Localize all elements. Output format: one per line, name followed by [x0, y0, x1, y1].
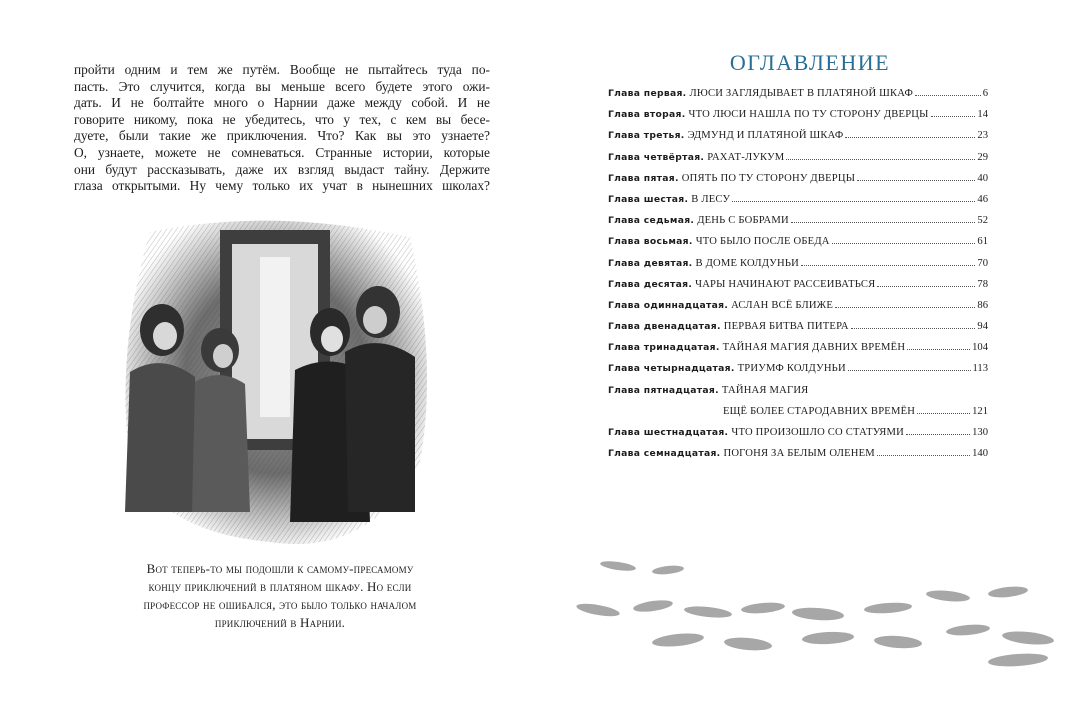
toc-chapter-title: АСЛАН ВСЁ БЛИЖЕ — [731, 299, 834, 311]
body-line: О, узнаете, можете не сомневаться. Странные истории, которые — [74, 144, 490, 160]
toc-row — [608, 258, 988, 279]
toc-leader-dots — [732, 201, 975, 202]
toc-chapter-title: ДЕНЬ С БОБРАМИ — [697, 215, 789, 227]
body-line: пройти одним и тем же путём. Вообще не пытайтесь туда по- — [74, 62, 490, 77]
toc-page-number: 113 — [972, 363, 988, 375]
toc-row — [608, 152, 988, 173]
toc-page-number: 104 — [972, 342, 988, 354]
toc-chapter-title: ЧАРЫ НАЧИНАЮТ РАССЕИВАТЬСЯ — [695, 278, 876, 290]
toc-chapter-label: Глава семнадцатая. — [608, 448, 721, 460]
toc-row — [608, 130, 988, 151]
toc-row — [608, 236, 988, 257]
toc-page-number: 6 — [982, 88, 988, 99]
toc-chapter-label: Глава пятнадцатая. — [608, 384, 719, 396]
toc-row — [608, 363, 988, 384]
body-line: дать. И не болтайте много о Нарнии даже между собой. И не — [74, 95, 490, 111]
toc-chapter-title: ОПЯТЬ ПО ТУ СТОРОНУ ДВЕРЦЫ — [681, 172, 856, 184]
toc-page-number: 140 — [972, 448, 988, 460]
toc-chapter-label: Глава вторая. — [608, 109, 686, 121]
illustration-caption — [90, 560, 470, 632]
toc-leader-dots — [848, 370, 971, 371]
toc-chapter-label: Глава четырнадцатая. — [608, 363, 735, 375]
body-line: говорите никому, пока не убедитесь, что у тех, с кем вы бесе- — [74, 111, 490, 127]
toc-chapter-label: Глава восьмая. — [608, 236, 693, 248]
toc-page-number: 94 — [977, 321, 988, 333]
toc-chapter-title: ПЕРВАЯ БИТВА ПИТЕРА — [723, 321, 849, 333]
toc-row — [608, 427, 988, 448]
toc-row — [608, 109, 988, 130]
toc-leader-dots — [845, 137, 975, 138]
toc-page-number: 14 — [977, 109, 988, 121]
toc-row — [608, 194, 988, 215]
toc-chapter-label: Глава пятая. — [608, 172, 679, 184]
toc-row — [608, 173, 988, 194]
toc-leader-dots — [915, 95, 981, 96]
toc-page-number: 40 — [977, 172, 988, 184]
toc-chapter-title: ЧТО ЛЮСИ НАШЛА ПО ТУ СТОРОНУ ДВЕРЦЫ — [688, 109, 929, 121]
toc-page-number: 46 — [977, 193, 988, 205]
toc-chapter-title: В ЛЕСУ — [691, 193, 731, 205]
toc-chapter-label: Глава первая. — [608, 88, 687, 99]
toc-leader-dots — [931, 116, 976, 117]
toc-leader-dots — [857, 180, 975, 181]
toc-leader-dots — [835, 307, 975, 308]
toc-page-number: 52 — [977, 215, 988, 227]
toc-page-number: 121 — [972, 405, 988, 417]
toc-row — [608, 342, 988, 363]
toc-chapter-title: ТАЙНАЯ МАГИЯ — [721, 384, 809, 396]
toc-chapter-label: Глава шестая. — [608, 193, 689, 205]
toc-row — [608, 321, 988, 342]
toc-leader-dots — [801, 265, 975, 266]
toc-leader-dots — [877, 286, 975, 287]
toc-leader-dots — [877, 455, 970, 456]
toc-chapter-label: Глава двенадцатая. — [608, 321, 721, 333]
toc-chapter-title: ЧТО БЫЛО ПОСЛЕ ОБЕДА — [695, 236, 830, 248]
toc-leader-dots — [907, 349, 970, 350]
toc-chapter-title: ТРИУМФ КОЛДУНЬИ — [737, 363, 846, 375]
toc-page-number: 78 — [977, 278, 988, 290]
right-page — [540, 0, 1080, 726]
toc-chapter-title: ТАЙНАЯ МАГИЯ ДАВНИХ ВРЕМЁН — [722, 342, 906, 354]
toc-row — [608, 279, 988, 300]
toc-page-number: 70 — [977, 257, 988, 269]
toc-leader-dots — [851, 328, 976, 329]
toc-chapter-label: Глава шестнадцатая. — [608, 427, 729, 438]
toc-chapter-label: Глава девятая. — [608, 257, 693, 269]
toc-page-number: 130 — [972, 427, 988, 438]
toc-chapter-title: ПОГОНЯ ЗА БЕЛЫМ ОЛЕНЕМ — [723, 448, 875, 460]
toc-chapter-title: В ДОМЕ КОЛДУНЬИ — [695, 257, 799, 269]
toc-leader-dots — [786, 159, 975, 160]
toc-chapter-label: Глава тринадцатая. — [608, 342, 720, 354]
toc-row — [608, 406, 988, 427]
toc-chapter-label: Глава десятая. — [608, 278, 693, 290]
toc-row — [608, 385, 988, 406]
body-line: пасть. Это случится, когда вы меньше всего будете этого ожи- — [74, 78, 490, 94]
caption-line: Вот теперь-то мы подошли к самому-пресамому — [146, 561, 414, 576]
body-line: они будут рассказывать, даже их взгляд выдаст тайну. Держите — [74, 161, 490, 177]
toc-chapter-label: Глава четвёртая. — [608, 151, 705, 163]
caption-line: профессор не ошибался, это было только началом — [143, 597, 417, 612]
toc-page-number: 23 — [977, 130, 988, 142]
toc-leader-dots — [917, 413, 970, 414]
toc-leader-dots — [832, 243, 976, 244]
body-text — [74, 62, 490, 195]
toc-chapter-title: ЕЩЁ БОЛЕЕ СТАРОДАВНИХ ВРЕМЁН — [723, 405, 916, 417]
toc-row — [608, 88, 988, 109]
table-of-contents — [608, 88, 988, 469]
toc-row — [608, 215, 988, 236]
caption-line: концу приключений в платяном шкафу. Но если — [148, 579, 412, 594]
children-wardrobe-illustration — [120, 212, 432, 550]
toc-row — [608, 448, 988, 469]
page-title: ОГЛАВЛЕНИЕ — [729, 50, 891, 75]
toc-leader-dots — [791, 222, 976, 223]
toc-chapter-label: Глава третья. — [608, 130, 685, 142]
toc-page-number: 86 — [977, 299, 988, 311]
toc-leader-dots — [906, 434, 970, 435]
toc-page-number: 29 — [977, 151, 988, 163]
toc-chapter-label: Глава седьмая. — [608, 215, 695, 227]
toc-chapter-title: ЧТО ПРОИЗОШЛО СО СТАТУЯМИ — [731, 427, 904, 438]
footprints-illustration — [558, 548, 1068, 678]
toc-row — [608, 300, 988, 321]
toc-page-number: 61 — [977, 236, 988, 248]
body-line: дуете, были такие же приключения. Что? Как вы это узнаете? — [74, 128, 490, 144]
caption-line: приключений в Нарнии. — [214, 615, 346, 630]
toc-chapter-title: ЛЮСИ ЗАГЛЯДЫВАЕТ В ПЛАТЯНОЙ ШКАФ — [689, 88, 914, 99]
toc-chapter-title: ЭДМУНД И ПЛАТЯНОЙ ШКАФ — [687, 130, 844, 142]
toc-chapter-label: Глава одиннадцатая. — [608, 299, 729, 311]
toc-chapter-title: РАХАТ-ЛУКУМ — [707, 151, 785, 163]
body-line: глаза открытыми. Ну чему только их учат в нынешних школах? — [74, 178, 490, 194]
